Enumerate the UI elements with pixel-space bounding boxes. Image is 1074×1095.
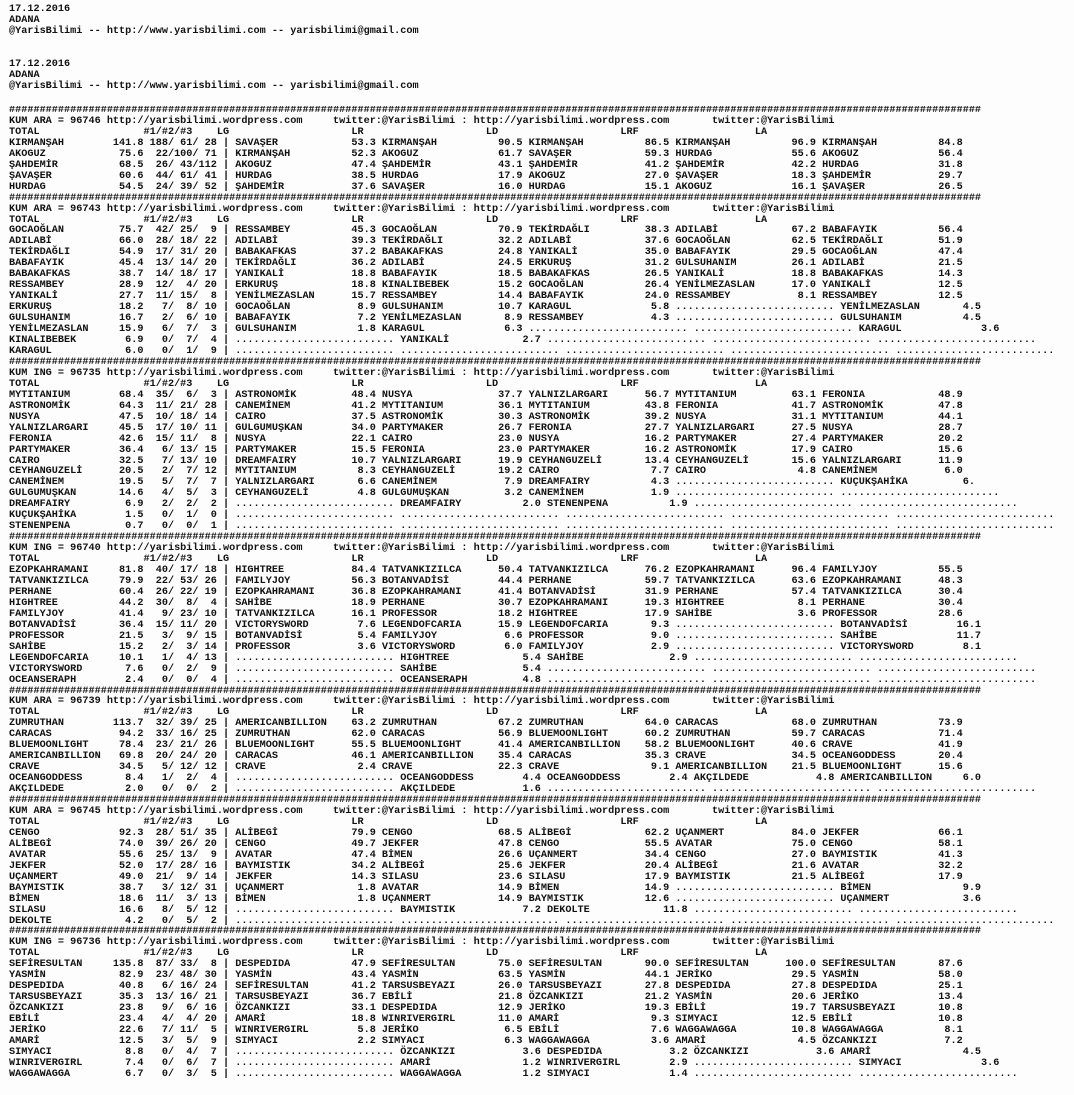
table-row: AMARİ 12.5 3/ 5/ 9 | SIMYACI 2.2 SIMYACI 6.3 WAGGAWAGGA 3.6 AMARİ 4.5 ÖZCANKIZI 7.2 <box>9 1036 963 1048</box>
contact-line: @YarisBilimi -- http://www.yarisbilimi.com -- yarisbilimi@gmail.com <box>9 81 419 92</box>
table-row: ERKURUŞ 18.2 7/ 8/ 10 | GOCAOĞLAN 8.9 GULSUHANIM 10.7 KARAGUL 5.8 .......................... YENİLMEZASLAN 4.5 <box>9 302 982 314</box>
table-row: YENİLMEZASLAN 15.9 6/ 7/ 3 | GULSUHANIM 1.8 KARAGUL 6.3 .......................... .......................... KARAGUL 3.6 <box>9 324 1000 336</box>
report-city: ADANA <box>9 15 40 26</box>
table-row: HIGHTREE 44.2 30/ 8/ 4 | SAHİBE 18.9 PERHANE 30.7 EZOPKAHRAMANI 19.3 HIGHTREE 8.1 PERHANE 30.4 <box>9 597 963 609</box>
table-row: CRAVE 34.5 5/ 12/ 12 | CRAVE 2.4 CRAVE 22.3 CRAVE 9.1 AMERICANBILLION 21.5 BLUEMOONLIGHT 15.6 <box>9 762 963 774</box>
table-row: KIRMANŞAH 141.8 188/ 61/ 28 | SAVAŞER 53.3 KIRMANŞAH 90.5 KIRMANŞAH 86.5 KIRMANŞAH 96.9 KIRMANŞAH 84.8 <box>9 137 963 149</box>
table-row: UÇANMERT 49.0 21/ 9/ 14 | JEKFER 14.3 SILASU 23.6 SILASU 17.9 BAYMISTIK 21.5 ALİBEGİ 17.9 <box>9 871 963 883</box>
separator-line: ############################################################################################################################################################### <box>9 795 982 807</box>
race-title: KUM ING = 96736 http://yarisbilimi.wordpress.com twitter:@YarisBilimi : http://yarisbilimi.wordpress.com twitter:@YarisBilimi <box>9 937 835 949</box>
contact-line: @YarisBilimi -- http://www.yarisbilimi.com -- yarisbilimi@gmail.com <box>9 26 419 37</box>
race-title: KUM ARA = 96746 http://yarisbilimi.wordpress.com twitter:@YarisBilimi : http://yarisbilimi.wordpress.com twitter:@YarisBilimi <box>9 115 835 127</box>
table-row: YALNIZLARGARI 45.5 17/ 10/ 11 | GULGUMUŞKAN 34.0 PARTYMAKER 26.7 FERONIA 27.7 YALNIZLARGARI 27.5 NUSYA 28.7 <box>9 422 963 434</box>
separator-line: ############################################################################################################################################################### <box>9 532 982 544</box>
table-row: AVATAR 55.6 25/ 13/ 9 | AVATAR 47.4 BİMEN 26.6 UÇANMERT 34.4 CENGO 27.0 BAYMISTIK 41.3 <box>9 849 963 861</box>
table-row: FERONIA 42.6 15/ 11/ 8 | NUSYA 22.1 CAIRO 23.0 NUSYA 16.2 PARTYMAKER 27.4 PARTYMAKER 20.2 <box>9 433 963 445</box>
table-row: CEYHANGUZELİ 20.5 2/ 7/ 12 | MYTITANIUM 8.3 CEYHANGUZELİ 19.2 CAIRO 7.7 CAIRO 4.8 CANEMİNEM 6.0 <box>9 466 963 478</box>
separator-line: ############################################################################################################################################################### <box>9 106 982 116</box>
table-row: AMERICANBILLION 69.8 20/ 24/ 20 | CARACAS 46.1 AMERICANBILLION 35.4 CARACAS 35.3 CRAVE 34.5 OCEANGODDESS 20.4 <box>9 751 963 763</box>
table-row: CAIRO 32.5 7/ 13/ 10 | DREAMFAIRY 10.7 YALNIZLARGARI 19.9 CEYHANGUZELİ 13.4 CEYHANGUZELİ 15.6 YALNIZLARGARI 11.9 <box>9 455 963 467</box>
table-row: TARSUSBEYAZI 35.3 13/ 16/ 21 | TARSUSBEYAZI 36.7 EBİLİ 21.8 ÖZCANKIZI 21.2 YASMİN 20.6 JERİKO 13.4 <box>9 992 963 1004</box>
table-row: ŞAHDEMİR 68.5 26/ 43/112 | AKOGUZ 47.4 ŞAHDEMİR 43.1 ŞAHDEMİR 41.2 ŞAHDEMİR 42.2 HURDAG 31.8 <box>9 159 963 171</box>
column-headers: TOTAL #1/#2/#3 LG LR LD LRF LA <box>9 816 768 828</box>
table-row: VICTORYSWORD 7.6 0/ 2/ 9 | .......................... SAHİBE 5.4 .......................... .......................... .......................... <box>9 663 1037 675</box>
report-city: ADANA <box>9 70 40 81</box>
table-row: KARAGUL 6.0 0/ 1/ 9 | .......................... .......................... .......................... .......................... .......................... <box>9 345 1055 357</box>
table-row: BAYMISTIK 38.7 3/ 12/ 31 | UÇANMERT 1.8 AVATAR 14.9 BİMEN 14.9 .......................... BİMEN 9.9 <box>9 882 982 894</box>
table-row: TATVANKIZILCA 79.9 22/ 53/ 26 | FAMILYJOY 56.3 BOTANVADİSİ 44.4 PERHANE 59.7 TATVANKIZILCA 63.6 EZOPKAHRAMANI 48.3 <box>9 575 963 587</box>
table-row: EZOPKAHRAMANI 81.8 40/ 17/ 18 | HIGHTREE 84.4 TATVANKIZILCA 50.4 TATVANKIZILCA 76.2 EZOPKAHRAMANI 96.4 FAMILYJOY 55.5 <box>9 565 963 577</box>
table-row: SIMYACI 8.8 0/ 4/ 7 | .......................... ÖZCANKIZI 3.6 DESPEDIDA 3.2 ÖZCANKIZI 3.6 AMARİ 4.5 <box>9 1046 982 1058</box>
table-row: RESSAMBEY 28.9 12/ 4/ 20 | ERKURUŞ 18.8 KINALIBEBEK 15.2 GOCAOĞLAN 26.4 YENİLMEZASLAN 17.0 YANIKALİ 12.5 <box>9 280 963 292</box>
column-headers: TOTAL #1/#2/#3 LG LR LD LRF LA <box>9 126 768 138</box>
table-row: BİMEN 18.6 11/ 3/ 13 | BİMEN 1.8 UÇANMERT 14.9 BAYMISTIK 12.6 .......................... UÇANMERT 3.6 <box>9 893 982 905</box>
header-block-2 <box>9 59 1074 92</box>
table-row: YASMİN 82.9 23/ 48/ 30 | YASMİN 43.4 YASMİN 63.5 YASMİN 44.1 JERİKO 29.5 YASMİN 58.0 <box>9 970 963 982</box>
column-headers: TOTAL #1/#2/#3 LG LR LD LRF LA <box>9 378 768 390</box>
table-row: OCEANSERAPH 2.4 0/ 0/ 4 | .......................... OCEANSERAPH 4.8 .......................... .......................... .......................... <box>9 674 1037 686</box>
table-row: WINRIVERGIRL 7.4 0/ 6/ 7 | .......................... AMARİ 1.2 WINRIVERGIRL 2.9 .......................... SIMYACI 3.6 <box>9 1057 1000 1069</box>
table-row: HURDAG 54.5 24/ 39/ 52 | ŞAHDEMİR 37.6 SAVAŞER 16.0 HURDAG 15.1 AKOGUZ 16.1 ŞAVAŞER 26.5 <box>9 181 963 193</box>
table-row: KUÇUKŞAHİKA 1.5 0/ 1/ 0 | .......................... .......................... .......................... .......................... .......................... <box>9 510 1055 522</box>
table-row: BOTANVADİSİ 36.4 15/ 11/ 20 | VICTORYSWORD 7.6 LEGENDOFCARIA 15.9 LEGENDOFCARIA 9.3 .......................... BOTANVADİSİ 16.1 <box>9 619 982 631</box>
table-row: FAMILYJOY 41.4 9/ 23/ 10 | TATVANKIZILCA 16.1 PROFESSOR 18.2 HIGHTREE 17.9 SAHİBE 3.6 PROFESSOR 28.6 <box>9 608 963 620</box>
table-row: PERHANE 60.4 26/ 22/ 19 | EZOPKAHRAMANI 36.8 EZOPKAHRAMANI 41.4 BOTANVADİSİ 31.9 PERHANE 57.4 TATVANKIZILCA 30.4 <box>9 586 963 598</box>
separator-line: ############################################################################################################################################################### <box>9 356 982 368</box>
column-headers: TOTAL #1/#2/#3 LG LR LD LRF LA <box>9 214 768 226</box>
table-row: DEKOLTE 4.2 0/ 5/ 2 | .......................... .......................... .......................... .......................... .......................... <box>9 915 1055 927</box>
table-row: PARTYMAKER 36.4 6/ 13/ 15 | PARTYMAKER 15.5 FERONIA 23.0 PARTYMAKER 16.2 ASTRONOMİK 17.9 CAIRO 15.6 <box>9 444 963 456</box>
table-row: MYTITANIUM 68.4 35/ 6/ 3 | ASTRONOMİK 48.4 NUSYA 37.7 YALNIZLARGARI 56.7 MYTITANIUM 63.1 FERONIA 48.9 <box>9 389 963 401</box>
table-row: JEKFER 52.0 17/ 28/ 16 | BAYMISTIK 34.2 ALİBEGİ 25.6 JEKFER 20.4 ALİBEGİ 21.6 AVATAR 32.2 <box>9 860 963 872</box>
table-row: SAHİBE 15.2 2/ 3/ 14 | PROFESSOR 3.6 VICTORYSWORD 6.0 FAMILYJOY 2.9 .......................... VICTORYSWORD 8.1 <box>9 641 982 653</box>
table-row: ZUMRUTHAN 113.7 32/ 39/ 25 | AMERICANBILLION 63.2 ZUMRUTHAN 67.2 ZUMRUTHAN 64.0 CARACAS 68.0 ZUMRUTHAN 73.9 <box>9 718 963 730</box>
header-gap <box>9 92 1074 106</box>
table-row: OCEANGODDESS 8.4 1/ 2/ 4 | .......................... OCEANGODDESS 4.4 OCEANGODDESS 2.4 AKÇILDEDE 4.8 AMERICANBILLION 6.0 <box>9 773 982 785</box>
table-row: GULSUHANIM 16.7 2/ 6/ 10 | BABAFAYIK 7.2 YENİLMEZASLAN 8.9 RESSAMBEY 4.3 .......................... GULSUHANIM 4.5 <box>9 313 982 325</box>
table-row: STENENPENA 0.7 0/ 0/ 1 | .......................... .......................... .......................... .......................... .......................... <box>9 521 1055 533</box>
race-report <box>9 106 1071 1081</box>
table-row: WAGGAWAGGA 6.7 0/ 3/ 5 | .......................... WAGGAWAGGA 1.2 SIMYACI 1.4 .......................... .......................... <box>9 1068 1018 1080</box>
race-title: KUM ARA = 96745 http://yarisbilimi.wordpress.com twitter:@YarisBilimi : http://yarisbilimi.wordpress.com twitter:@YarisBilimi <box>9 806 835 817</box>
table-row: ASTRONOMİK 64.3 11/ 21/ 28 | CANEMİNEM 41.2 MYTITANIUM 36.1 MYTITANIUM 43.8 FERONIA 41.7 ASTRONOMİK 47.8 <box>9 400 963 412</box>
table-row: JERİKO 22.6 7/ 11/ 5 | WINRIVERGIRL 5.8 JERİKO 6.5 EBİLİ 7.6 WAGGAWAGGA 10.8 WAGGAWAGGA 8.1 <box>9 1025 963 1037</box>
header-block-1 <box>9 4 1074 37</box>
column-headers: TOTAL #1/#2/#3 LG LR LD LRF LA <box>9 948 768 960</box>
table-row: CENGO 92.3 28/ 51/ 35 | ALİBEGİ 79.9 CENGO 68.5 ALİBEGİ 62.2 UÇANMERT 84.0 JEKFER 66.1 <box>9 827 963 839</box>
separator-line: ############################################################################################################################################################### <box>9 192 982 204</box>
table-row: YANIKALİ 27.7 11/ 15/ 8 | YENİLMEZASLAN 15.7 RESSAMBEY 14.4 BABAFAYIK 24.0 RESSAMBEY 8.1 RESSAMBEY 12.5 <box>9 291 963 303</box>
table-row: DESPEDIDA 40.8 6/ 16/ 24 | SEFİRESULTAN 41.2 TARSUSBEYAZI 26.0 TARSUSBEYAZI 27.8 DESPEDIDA 27.8 DESPEDIDA 25.1 <box>9 981 963 993</box>
table-row: SILASU 16.6 8/ 5/ 12 | .......................... BAYMISTIK 7.2 DEKOLTE 11.8 .......................... .......................... <box>9 904 1018 916</box>
table-row: TEKİRDAĞLI 54.9 17/ 31/ 20 | BABAKAFKAS 37.2 BABAKAFKAS 24.8 YANIKALİ 35.0 BABAFAYIK 29.5 GOCAOĞLAN 47.4 <box>9 247 963 259</box>
separator-line: ############################################################################################################################################################### <box>9 685 982 697</box>
header-gap <box>9 37 1074 59</box>
table-row: ALİBEGİ 74.0 39/ 26/ 20 | CENGO 49.7 JEKFER 47.8 CENGO 55.5 AVATAR 75.0 CENGO 58.1 <box>9 838 963 850</box>
table-row: EBİLİ 23.4 4/ 4/ 20 | AMARİ 18.8 WINRIVERGIRL 11.0 AMARİ 9.3 SIMYACI 12.5 EBİLİ 10.8 <box>9 1014 963 1026</box>
column-headers: TOTAL #1/#2/#3 LG LR LD LRF LA <box>9 554 768 566</box>
table-row: KINALIBEBEK 6.9 0/ 7/ 4 | .......................... YANIKALİ 2.7 .......................... .......................... .......................... <box>9 335 1037 347</box>
race-title: KUM ING = 96735 http://yarisbilimi.wordpress.com twitter:@YarisBilimi : http://yarisbilimi.wordpress.com twitter:@YarisBilimi <box>9 367 835 379</box>
table-row: GULGUMUŞKAN 14.6 4/ 5/ 3 | CEYHANGUZELİ 4.8 GULGUMUŞKAN 3.2 CANEMİNEM 1.9 .......................... .......................... <box>9 488 1000 500</box>
race-title: KUM ARA = 96739 http://yarisbilimi.wordpress.com twitter:@YarisBilimi : http://yarisbilimi.wordpress.com twitter:@YarisBilimi <box>9 696 835 708</box>
table-row: AKÇILDEDE 2.0 0/ 0/ 2 | .......................... AKÇILDEDE 1.6 .......................... .......................... .......................... <box>9 784 1037 796</box>
table-row: BABAKAFKAS 38.7 14/ 18/ 17 | YANIKALİ 18.8 BABAFAYIK 18.5 BABAKAFKAS 26.5 YANIKALİ 18.8 BABAKAFKAS 14.3 <box>9 269 963 281</box>
table-row: BABAFAYIK 45.4 13/ 14/ 20 | TEKİRDAĞLI 36.2 ADILABİ 24.5 ERKURUŞ 31.2 GULSUHANIM 26.1 ADILABİ 21.5 <box>9 258 963 270</box>
table-row: AKOGUZ 75.6 22/100/ 71 | KIRMANŞAH 52.3 AKOGUZ 61.7 SAVAŞER 59.3 HURDAG 55.6 AKOGUZ 56.4 <box>9 148 963 160</box>
table-row: PROFESSOR 21.5 3/ 9/ 15 | BOTANVADİSİ 5.4 FAMILYJOY 6.6 PROFESSOR 9.0 .......................... SAHİBE 11.7 <box>9 630 982 642</box>
table-row: ADILABİ 66.0 28/ 18/ 22 | ADILABİ 39.3 TEKİRDAĞLI 32.2 ADILABİ 37.6 GOCAOĞLAN 62.5 TEKİRDAĞLI 51.9 <box>9 236 963 248</box>
race-title: KUM ING = 96740 http://yarisbilimi.wordpress.com twitter:@YarisBilimi : http://yarisbilimi.wordpress.com twitter:@YarisBilimi <box>9 543 835 555</box>
table-row: NUSYA 47.5 10/ 18/ 14 | CAIRO 37.5 ASTRONOMİK 30.3 ASTRONOMİK 39.2 NUSYA 31.1 MYTITANIUM 44.1 <box>9 411 963 423</box>
table-row: LEGENDOFCARIA 10.1 1/ 4/ 13 | .......................... HIGHTREE 5.4 SAHİBE 2.9 .......................... .......................... <box>9 652 1018 664</box>
report-date: 17.12.2016 <box>9 4 71 15</box>
table-row: BLUEMOONLIGHT 78.4 23/ 21/ 26 | BLUEMOONLIGHT 55.5 BLUEMOONLIGHT 41.4 AMERICANBILLION 58.2 BLUEMOONLIGHT 40.6 CRAVE 41.9 <box>9 740 963 752</box>
table-row: ÖZCANKIZI 23.8 9/ 6/ 16 | ÖZCANKIZI 33.1 DESPEDIDA 12.9 JERİKO 19.3 EBİLİ 19.7 TARSUSBEYAZI 10.8 <box>9 1003 963 1015</box>
table-row: CARACAS 94.2 33/ 16/ 25 | ZUMRUTHAN 62.0 CARACAS 56.9 BLUEMOONLIGHT 60.2 ZUMRUTHAN 59.7 CARACAS 71.4 <box>9 729 963 741</box>
separator-line: ############################################################################################################################################################### <box>9 926 982 938</box>
table-row: ŞAVAŞER 60.6 44/ 61/ 41 | HURDAG 38.5 HURDAG 17.9 AKOGUZ 27.0 ŞAVAŞER 18.3 ŞAHDEMİR 29.7 <box>9 170 963 182</box>
table-row: SEFİRESULTAN 135.8 87/ 33/ 8 | DESPEDIDA 47.9 SEFİRESULTAN 75.0 SEFİRESULTAN 90.0 SEFİRESULTAN 100.0 SEFİRESULTAN 87.6 <box>9 959 963 971</box>
report-date: 17.12.2016 <box>9 59 71 70</box>
table-row: GOCAOĞLAN 75.7 42/ 25/ 9 | RESSAMBEY 45.3 GOCAOĞLAN 70.9 TEKİRDAĞLI 38.3 ADILABİ 67.2 BABAFAYIK 56.4 <box>9 225 963 237</box>
table-row: DREAMFAIRY 6.9 2/ 2/ 2 | .......................... DREAMFAIRY 2.0 STENENPENA 1.9 .......................... .......................... <box>9 499 1018 511</box>
column-headers: TOTAL #1/#2/#3 LG LR LD LRF LA <box>9 707 768 719</box>
table-row: CANEMİNEM 19.5 5/ 7/ 7 | YALNIZLARGARI 6.6 CANEMİNEM 7.9 DREAMFAIRY 4.3 .......................... KUÇUKŞAHİKA 6. <box>9 477 975 489</box>
race-title: KUM ARA = 96743 http://yarisbilimi.wordpress.com twitter:@YarisBilimi : http://yarisbilimi.wordpress.com twitter:@YarisBilimi <box>9 203 835 215</box>
